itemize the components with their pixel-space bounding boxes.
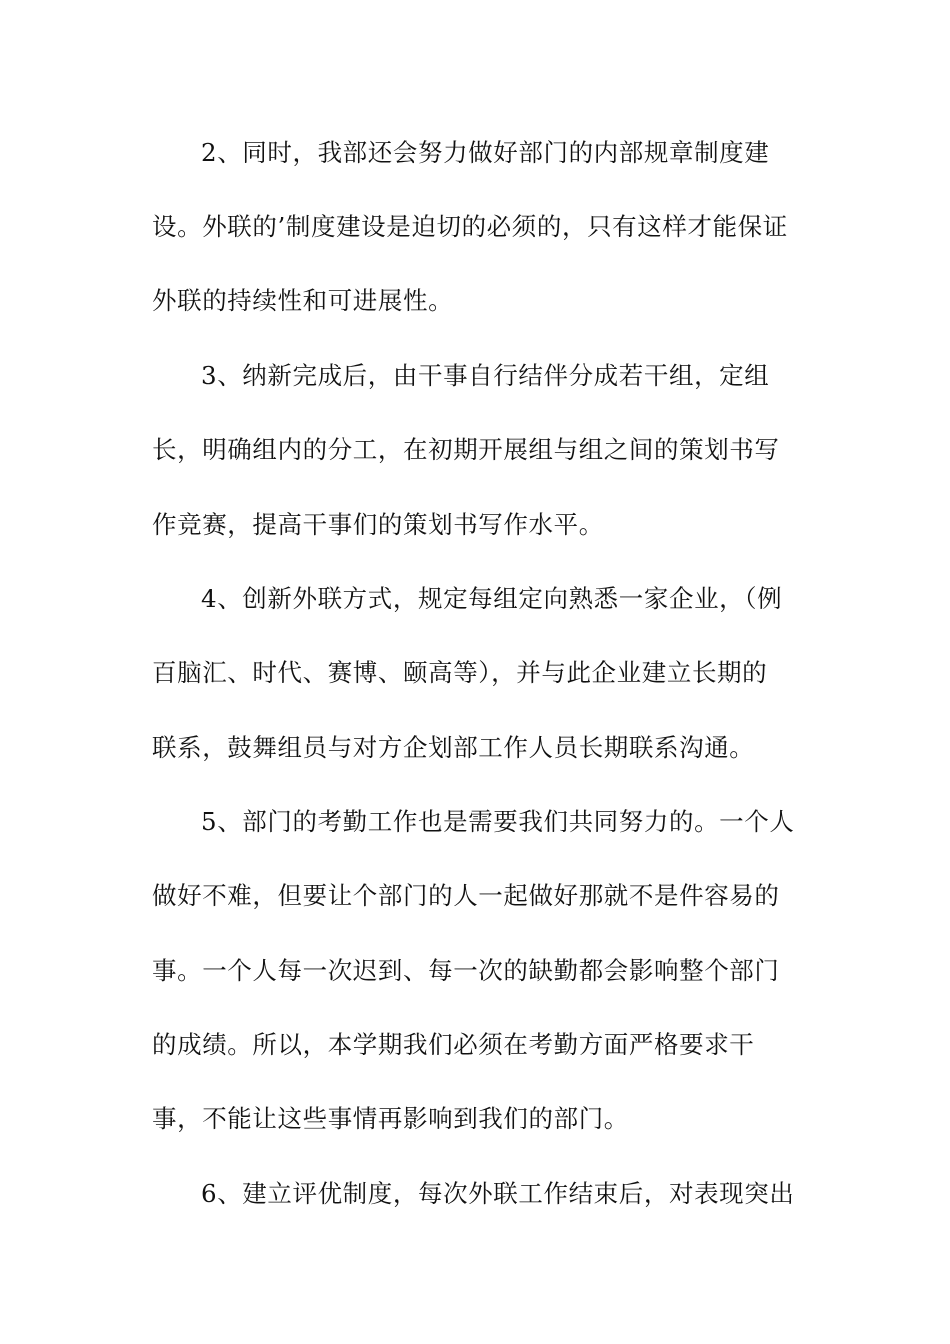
paragraph-line: 长，明确组内的分工，在初期开展组与组之间的策划书写 bbox=[152, 435, 780, 464]
paragraph-line: 设。外联的’制度建设是迫切的必须的，只有这样才能保证 bbox=[152, 212, 788, 241]
paragraph-line: 作竞赛，提高干事们的策划书写作水平。 bbox=[152, 510, 604, 539]
paragraph-line: 做好不难，但要让个部门的人一起做好那就不是件容易的 bbox=[152, 881, 780, 910]
paragraph-line: 外联的持续性和可进展性。 bbox=[152, 286, 454, 315]
paragraph-line: 事，不能让这些事情再影响到我们的部门。 bbox=[152, 1104, 629, 1133]
paragraph-line: 2、同时，我部还会努力做好部门的内部规章制度建 bbox=[201, 138, 770, 167]
paragraph-line: 事。一个人每一次迟到、每一次的缺勤都会影响整个部门 bbox=[152, 956, 780, 985]
paragraph-line: 6、建立评优制度，每次外联工作结束后，对表现突出 bbox=[201, 1179, 795, 1208]
paragraph-line: 5、部门的考勤工作也是需要我们共同努力的。一个人 bbox=[201, 807, 795, 836]
paragraph-line: 的成绩。所以，本学期我们必须在考勤方面严格要求干 bbox=[152, 1030, 755, 1059]
paragraph-line: 4、创新外联方式，规定每组定向熟悉一家企业，（例 bbox=[201, 584, 783, 613]
paragraph-line: 3、纳新完成后，由干事自行结伴分成若干组，定组 bbox=[201, 361, 770, 390]
paragraph-line: 联系，鼓舞组员与对方企划部工作人员长期联系沟通。 bbox=[152, 733, 755, 762]
paragraph-line: 百脑汇、时代、赛博、颐高等），并与此企业建立长期的 bbox=[152, 658, 768, 687]
